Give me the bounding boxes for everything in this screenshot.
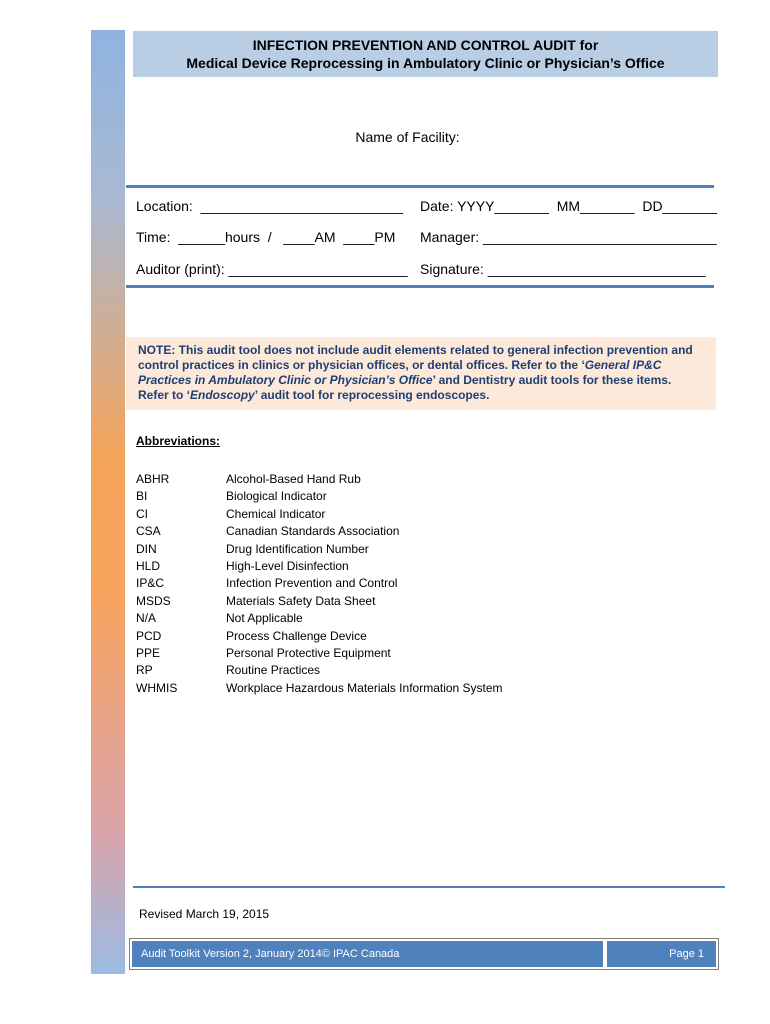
note-italic-2: Endoscopy [190, 388, 255, 402]
location-field: Location: __________________________ [136, 198, 404, 214]
abbreviation-row [136, 471, 503, 488]
abbreviation-meaning: High-Level Disinfection [226, 559, 349, 574]
abbreviation-code: PPE [136, 646, 161, 661]
abbreviation-row [136, 488, 503, 505]
abbreviation-row [136, 593, 503, 610]
note-text-2: ’ and Dentistry audit tools for these items. Refer to ‘ [138, 373, 672, 402]
abbreviation-meaning: Alcohol-Based Hand Rub [226, 472, 361, 486]
facility-name-label: Name of Facility: [355, 129, 460, 145]
note-box [126, 337, 716, 410]
time-field: Time: ______hours / ____AM ____PM [136, 229, 396, 245]
abbreviation-meaning: Materials Safety Data Sheet [226, 593, 376, 608]
abbreviation-code: BI [136, 489, 148, 504]
note-text-3: ’ audit tool for reprocessing endoscopes. [254, 388, 490, 402]
divider-bottom [126, 285, 714, 288]
footer-version-text: Audit Toolkit Version 2, January 2014© IPAC Canada [132, 941, 603, 967]
page-footer [129, 938, 719, 970]
page-number: Page 1 [607, 941, 716, 967]
abbreviation-row [136, 680, 503, 697]
abbreviation-meaning: Routine Practices [226, 663, 321, 678]
abbreviation-row [136, 645, 503, 662]
abbreviation-meaning: Chemical Indicator [226, 506, 326, 521]
abbreviation-code: HLD [136, 559, 161, 574]
abbreviation-meaning: Not Applicable [226, 611, 303, 626]
abbreviation-meaning: Process Challenge Device [226, 628, 367, 643]
divider-top [126, 185, 714, 188]
abbreviation-code: MSDS [136, 593, 171, 608]
abbreviation-code: IP&C [136, 576, 165, 591]
title-line-2: Medical Device Reprocessing in Ambulatory Clinic or Physician’s Office [186, 55, 665, 71]
revised-date: Revised March 19, 2015 [139, 907, 270, 921]
abbreviation-code: CSA [136, 524, 161, 539]
auditor-field: Auditor (print): _______________________ [136, 261, 408, 277]
note-italic-1: General IP&C Practices in Ambulatory Clinic or Physician’s Office [138, 358, 662, 387]
abbreviation-row [136, 662, 503, 679]
abbreviation-row [136, 506, 503, 523]
footer-divider [133, 886, 725, 888]
abbreviation-row [136, 541, 503, 558]
abbreviation-code: ABHR [136, 472, 170, 486]
abbreviation-meaning: Workplace Hazardous Materials Information System [226, 680, 503, 695]
date-field: Date: YYYY_______ MM_______ DD_______ [420, 198, 718, 214]
document-title [133, 31, 718, 77]
decorative-sidebar [91, 30, 125, 974]
abbreviation-row [136, 558, 503, 575]
abbreviation-code: RP [136, 663, 153, 678]
abbreviation-meaning: Infection Prevention and Control [226, 576, 398, 591]
abbreviation-row [136, 523, 503, 540]
abbreviation-code: DIN [136, 541, 157, 556]
abbreviation-row [136, 610, 503, 627]
abbreviation-code: PCD [136, 628, 162, 643]
abbreviation-meaning: Personal Protective Equipment [226, 646, 391, 661]
abbreviation-meaning: Biological Indicator [226, 489, 327, 504]
note-text-1: NOTE: This audit tool does not include audit elements related to general infection prevention and control practices in clinics or physician offices, or dental offices. Refer to the ‘ [138, 343, 693, 372]
abbreviations-list [136, 471, 503, 697]
manager-field: Manager: ______________________________ [420, 229, 717, 245]
abbreviation-row [136, 575, 503, 592]
abbreviation-row [136, 628, 503, 645]
abbreviation-code: N/A [136, 611, 157, 626]
abbreviation-meaning: Canadian Standards Association [226, 524, 400, 539]
abbreviation-meaning: Drug Identification Number [226, 541, 369, 556]
signature-field: Signature: ____________________________ [420, 261, 706, 277]
abbreviation-code: WHMIS [136, 680, 178, 695]
abbreviation-code: CI [136, 506, 148, 521]
abbreviations-heading: Abbreviations: [136, 434, 221, 448]
title-line-1: INFECTION PREVENTION AND CONTROL AUDIT for [252, 37, 599, 53]
